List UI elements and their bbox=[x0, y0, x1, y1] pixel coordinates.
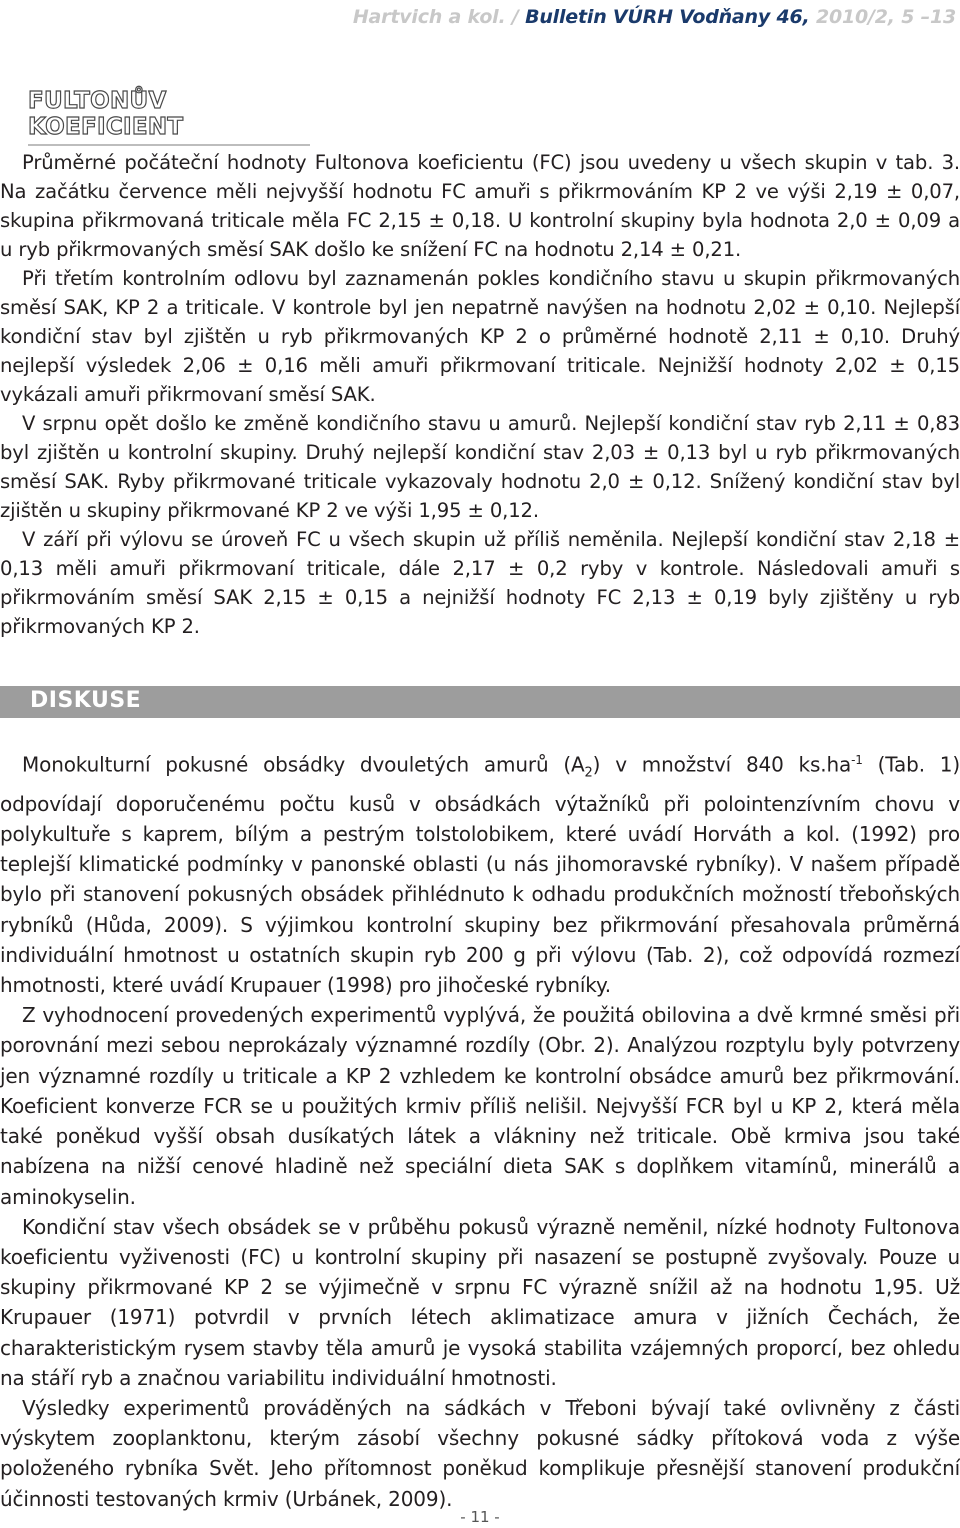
header-issue: 2010/2, 5 –13 bbox=[809, 6, 956, 28]
discussion-p1-subscript: 2 bbox=[584, 765, 593, 781]
discussion-p1-pre: Monokulturní pokusné obsádky dvouletých amurů (A bbox=[22, 752, 585, 777]
discussion-paragraph-3: Kondiční stav všech obsádek se v průběhu pokusů výrazně neměnil, nízké hodnoty Fultonova koeficientu vyživenosti (FC) u kontrolní skupiny při nasazení se postupně zvyšovaly. Pouze u skupiny přikrmované KP 2 se výjimečně v srpnu FC výrazně snížil až na hodnotu 1,95. Už Krupauer (1971) potvrdil v prvních létech aklimatizace amura v jižních Čechách, že charakteristickým rysem stavby těla amurů je vysoká stabilita vzájemných proporcí, bez ohledu na stáří ryb a značnou variabilitu individuální hmotnosti. bbox=[0, 1214, 960, 1390]
results-paragraph-3: V srpnu opět došlo ke změně kondičního stavu u amurů. Nejlepší kondiční stav ryb 2,11 ± 0,83 byl zjištěn u kontrolní skupiny. Druhý nejlepší kondiční stav 2,03 ± 0,13 byl u ryb přikrmovaných směsí SAK. Ryby přikrmované triticale vykazovaly hodnotu 2,0 ± 0,12. Snížený kondiční stav byl zjištěn u skupiny přikrmované KP 2 ve výši 1,95 ± 0,12. bbox=[0, 412, 960, 522]
running-header bbox=[353, 6, 956, 28]
header-authors: Hartvich a kol. bbox=[352, 6, 506, 28]
page-number: - 11 - bbox=[460, 1508, 500, 1526]
results-paragraph-1: Průměrné počáteční hodnoty Fultonova koeficientu (FC) jsou uvedeny u všech skupin v tab. 3. Na začátku července měli nejvyšší hodnotu FC amuři s přikrmováním KP 2 ve výši 2,19 ± 0,07, skupina přikrmovaná triticale měla FC 2,15 ± 0,18. U kontrolní skupiny byla hodnota 2,0 ± 0,09 a u ryb přikrmovaných směsí SAK došlo ke snížení FC na hodnotu 2,14 ± 0,21. bbox=[0, 151, 960, 261]
section-heading-diskuse: DISKUSE bbox=[30, 688, 142, 713]
discussion-section bbox=[0, 745, 960, 1514]
results-section bbox=[0, 148, 960, 641]
header-separator: / bbox=[505, 6, 526, 28]
header-journal: Bulletin VÚRH Vodňany 46, bbox=[525, 6, 810, 28]
discussion-paragraph-4: Výsledky experimentů prováděných na sádkách v Třeboni bývají také ovlivněny z části výskytem zooplanktonu, kterým zásobí všechny pokusné sádky přítoková voda z výše položeného rybníka Svět. Jeho přítomnost poněkud komplikuje přesnější stanovení produkční účinnosti testovaných krmiv (Urbánek, 2009). bbox=[0, 1395, 960, 1511]
discussion-p1-post: (Tab. 1) odpovídají doporučenému počtu kusů v obsádkách výtažníků při polointenzívním chovu v polykultuře s kaprem, bílým a pestrým tolstolobikem, které uvádí Horváth a kol. (1992) pro teplejší klimatické podmínky v panonské oblasti (u nás jihomoravské rybníky). V našem případě bylo při stanovení pokusných obsádek přihlédnuto k odhadu produkčních možností třeboňských rybníků (Hůda, 2009). S výjimkou kontrolní skupiny bez přikrmování přesahovala průměrná individuální hmotnost u ostatních skupin ryb 200 g při výlovu (Tab. 2), což odpovídá rozmezí hmotnosti, které uvádí Krupauer (1998) pro jihočeské rybníky. bbox=[0, 752, 960, 998]
results-paragraph-4: V září při výlovu se úroveň FC u všech skupin už příliš neměnila. Nejlepší kondiční stav 2,18 ± 0,13 měli amuři přikrmovaní triticale, dále 2,17 ± 0,2 ryby v kontrole. Následovali amuři s přikrmováním směsí SAK 2,15 ± 0,15 a nejnižší hodnoty FC 2,13 ± 0,19 byly zjištěny u ryb přikrmovaných KP 2. bbox=[0, 528, 960, 638]
discussion-paragraph-2: Z vyhodnocení provedených experimentů vyplývá, že použitá obilovina a dvě krmné směsi při porovnání mezi sebou neprokázaly významné rozdíly (Obr. 2). Analýzou rozptylu byly potvrzeny jen významné rozdíly u triticale a KP 2 vzhledem ke kontrolní obsádce amurů bez přikrmování. Koeficient konverze FCR se u použitých krmiv příliš nelišil. Nejvyšší FCR byl u KP 2, která měla také poněkud vyšší obsah dusíkatých látek a vlákniny než triticale. Obě krmiva jsou také nabízena na nižší cenové hladině než speciální dieta SAK s doplňkem vitamínů, minerálů a aminokyselin. bbox=[0, 1003, 960, 1209]
discussion-paragraph-1 bbox=[0, 745, 960, 1000]
discussion-p1-superscript: -1 bbox=[851, 753, 863, 767]
section-heading-bar-diskuse bbox=[0, 686, 960, 718]
results-paragraph-2: Při třetím kontrolním odlovu byl zaznamenán pokles kondičního stavu u skupin přikrmovaných směsí SAK, KP 2 a triticale. V kontrole byl jen nepatrně navýšen na hodnotu 2,02 ± 0,10. Nejlepší kondiční stav byl zjištěn u ryb přikrmovaných KP 2 o průměrné hodnotě 2,11 ± 0,10. Druhý nejlepší výsledek 2,06 ± 0,16 měli amuři přikrmovaní triticale. Nejnižší hodnoty 2,02 ± 0,15 vykázali amuři přikrmovaní směsí SAK. bbox=[0, 267, 960, 406]
discussion-p1-mid: ) v množství 840 ks.ha bbox=[592, 752, 852, 777]
section-heading-fulton: FULTONŮV KOEFICIENT bbox=[28, 88, 310, 146]
